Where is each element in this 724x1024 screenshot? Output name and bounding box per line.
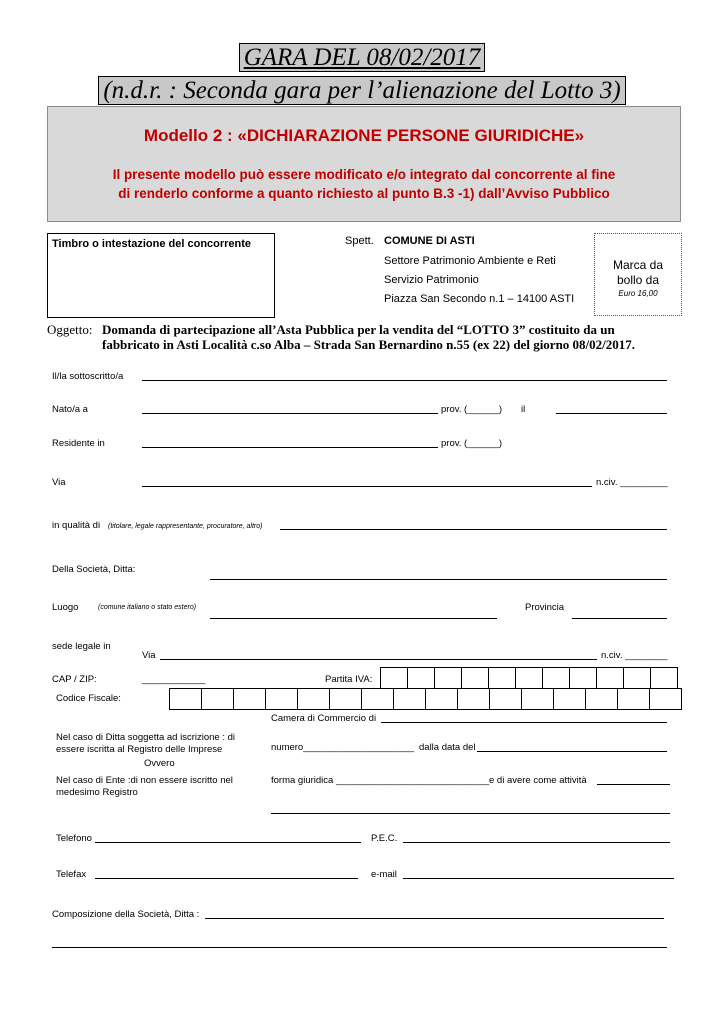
codice-fiscale-cell[interactable] xyxy=(361,688,394,710)
societa-field[interactable] xyxy=(210,579,667,580)
page-subtitle xyxy=(0,77,724,105)
title-line-1: GARA DEL 08/02/2017 xyxy=(239,43,486,72)
attivita-field-2[interactable] xyxy=(271,813,670,814)
partita-iva-cell[interactable] xyxy=(434,667,462,689)
dalla-data-label: dalla data del xyxy=(419,742,476,753)
telefax-label: Telefax xyxy=(56,869,87,880)
camera-label: Camera di Commercio di xyxy=(271,713,377,724)
marca-line-2: bollo da xyxy=(616,273,660,287)
codice-fiscale-cell[interactable] xyxy=(457,688,490,710)
attivita-label: e di avere come attività xyxy=(489,775,587,786)
recipient-prefix: Spett. xyxy=(345,235,374,247)
partita-iva-cell[interactable] xyxy=(407,667,435,689)
codice-fiscale-cell[interactable] xyxy=(617,688,650,710)
nato-prov-field[interactable]: prov. (______) xyxy=(441,404,503,415)
via-field[interactable] xyxy=(142,486,592,487)
model-title: Modello 2 : «DICHIARAZIONE PERSONE GIURIDICHE» xyxy=(143,126,585,145)
recipient-line-2: Servizio Patrimonio xyxy=(384,274,479,286)
codice-fiscale-cell[interactable] xyxy=(521,688,554,710)
codice-fiscale-cell[interactable] xyxy=(489,688,522,710)
codice-fiscale-cell[interactable] xyxy=(425,688,458,710)
provincia-field[interactable] xyxy=(572,618,667,619)
ditta-soggetta-text: Nel caso di Ditta soggetta ad iscrizione : di essere iscritta al Registro delle Imprese xyxy=(56,732,236,755)
codice-fiscale-cell[interactable] xyxy=(169,688,202,710)
composizione-field-2[interactable] xyxy=(52,947,667,948)
codice-fiscale-cell[interactable] xyxy=(201,688,234,710)
via-nciv-field[interactable]: n.civ. _________ xyxy=(596,477,668,488)
email-label: e-mail xyxy=(371,869,397,880)
nato-field[interactable] xyxy=(142,413,438,414)
ovvero-label: Ovvero xyxy=(144,758,175,769)
residente-label: Residente in xyxy=(52,438,105,449)
cap-label: CAP / ZIP: xyxy=(52,674,97,685)
codice-fiscale-cell[interactable] xyxy=(329,688,362,710)
partita-iva-cell[interactable] xyxy=(650,667,678,689)
email-field[interactable] xyxy=(403,878,674,879)
sede-via-label: Via xyxy=(142,650,156,661)
codice-fiscale-cell[interactable] xyxy=(265,688,298,710)
nato-il-label: il xyxy=(521,404,526,415)
societa-label: Della Società, Ditta: xyxy=(52,564,136,575)
luogo-note: (comune italiano o stato estero) xyxy=(98,604,197,611)
model-note-line-1: Il presente modello può essere modificato e/o integrato dal concorrente al fine xyxy=(112,167,616,182)
dalla-data-field[interactable] xyxy=(477,751,667,752)
oggetto-line-1: Domanda di partecipazione all’Asta Pubblica per la vendita del “LOTTO 3” costituito da un xyxy=(102,322,615,337)
page-title xyxy=(0,44,724,72)
partita-iva-cell[interactable] xyxy=(542,667,570,689)
luogo-field[interactable] xyxy=(210,618,497,619)
marca-line-1: Marca da xyxy=(612,258,664,272)
title-line-2: (n.d.r. : Seconda gara per l’alienazione del Lotto 3) xyxy=(98,76,625,105)
pec-label: P.E.C. xyxy=(371,833,398,844)
model-header-box xyxy=(47,106,681,222)
sottoscritto-field[interactable] xyxy=(142,380,667,381)
residente-field[interactable] xyxy=(142,447,438,448)
codice-fiscale-cell[interactable] xyxy=(585,688,618,710)
marca-amount: Euro 16,00 xyxy=(618,289,658,298)
recipient-name: COMUNE DI ASTI xyxy=(384,235,475,247)
provincia-label: Provincia xyxy=(525,602,565,613)
forma-giuridica-field[interactable]: forma giuridica _____________________________ xyxy=(271,775,490,786)
oggetto-line-2: fabbricato in Asti Località c.so Alba – Strada San Bernardino n.55 (ex 22) del giorno 08/02/2017. xyxy=(102,337,636,352)
partita-iva-cell[interactable] xyxy=(461,667,489,689)
codice-fiscale-cell[interactable] xyxy=(393,688,426,710)
sottoscritto-label: Il/la sottoscritto/a xyxy=(52,371,124,382)
sede-legale-label: sede legale in xyxy=(52,641,111,652)
partita-iva-cell[interactable] xyxy=(515,667,543,689)
partita-iva-label: Partita IVA: xyxy=(325,674,373,685)
qualita-note: (titolare, legale rappresentante, procuratore, altro) xyxy=(108,523,263,530)
codice-fiscale-cell[interactable] xyxy=(233,688,266,710)
cap-field[interactable]: ____________ xyxy=(142,674,206,685)
qualita-field[interactable] xyxy=(280,529,667,530)
codice-fiscale-label: Codice Fiscale: xyxy=(56,693,121,704)
nato-date-field[interactable] xyxy=(556,413,667,414)
composizione-field[interactable] xyxy=(205,918,664,919)
luogo-label: Luogo xyxy=(52,602,79,613)
camera-field[interactable] xyxy=(381,722,667,723)
telefax-field[interactable] xyxy=(95,878,358,879)
partita-iva-cell[interactable] xyxy=(488,667,516,689)
numero-field[interactable]: numero_____________________ xyxy=(271,742,415,753)
recipient-line-1: Settore Patrimonio Ambiente e Reti xyxy=(384,255,556,267)
qualita-label: in qualità di xyxy=(52,520,101,531)
model-note-line-2: di renderlo conforme a quanto richiesto al punto B.3 -1) dall’Avviso Pubblico xyxy=(118,186,610,201)
partita-iva-cell[interactable] xyxy=(569,667,597,689)
pec-field[interactable] xyxy=(403,842,670,843)
residente-prov-field[interactable]: prov. (______) xyxy=(441,438,503,449)
nato-label: Nato/a a xyxy=(52,404,88,415)
sede-nciv-field[interactable]: n.civ. ________ xyxy=(601,650,668,661)
recipient-line-3: Piazza San Secondo n.1 – 14100 ASTI xyxy=(384,293,575,305)
sede-via-field[interactable] xyxy=(160,659,597,660)
partita-iva-cell[interactable] xyxy=(623,667,651,689)
partita-iva-cell[interactable] xyxy=(380,667,408,689)
ente-text: Nel caso di Ente :di non essere iscritto nel medesimo Registro xyxy=(56,775,233,798)
telefono-label: Telefono xyxy=(56,833,92,844)
composizione-label: Composizione della Società, Ditta : xyxy=(52,909,200,920)
codice-fiscale-cell[interactable] xyxy=(297,688,330,710)
codice-fiscale-cell[interactable] xyxy=(649,688,682,710)
stamp-label: Timbro o intestazione del concorrente xyxy=(52,238,252,250)
attivita-field[interactable] xyxy=(597,784,670,785)
oggetto-label: Oggetto: xyxy=(47,322,93,337)
partita-iva-cell[interactable] xyxy=(596,667,624,689)
codice-fiscale-cell[interactable] xyxy=(553,688,586,710)
telefono-field[interactable] xyxy=(95,842,361,843)
via-label: Via xyxy=(52,477,66,488)
